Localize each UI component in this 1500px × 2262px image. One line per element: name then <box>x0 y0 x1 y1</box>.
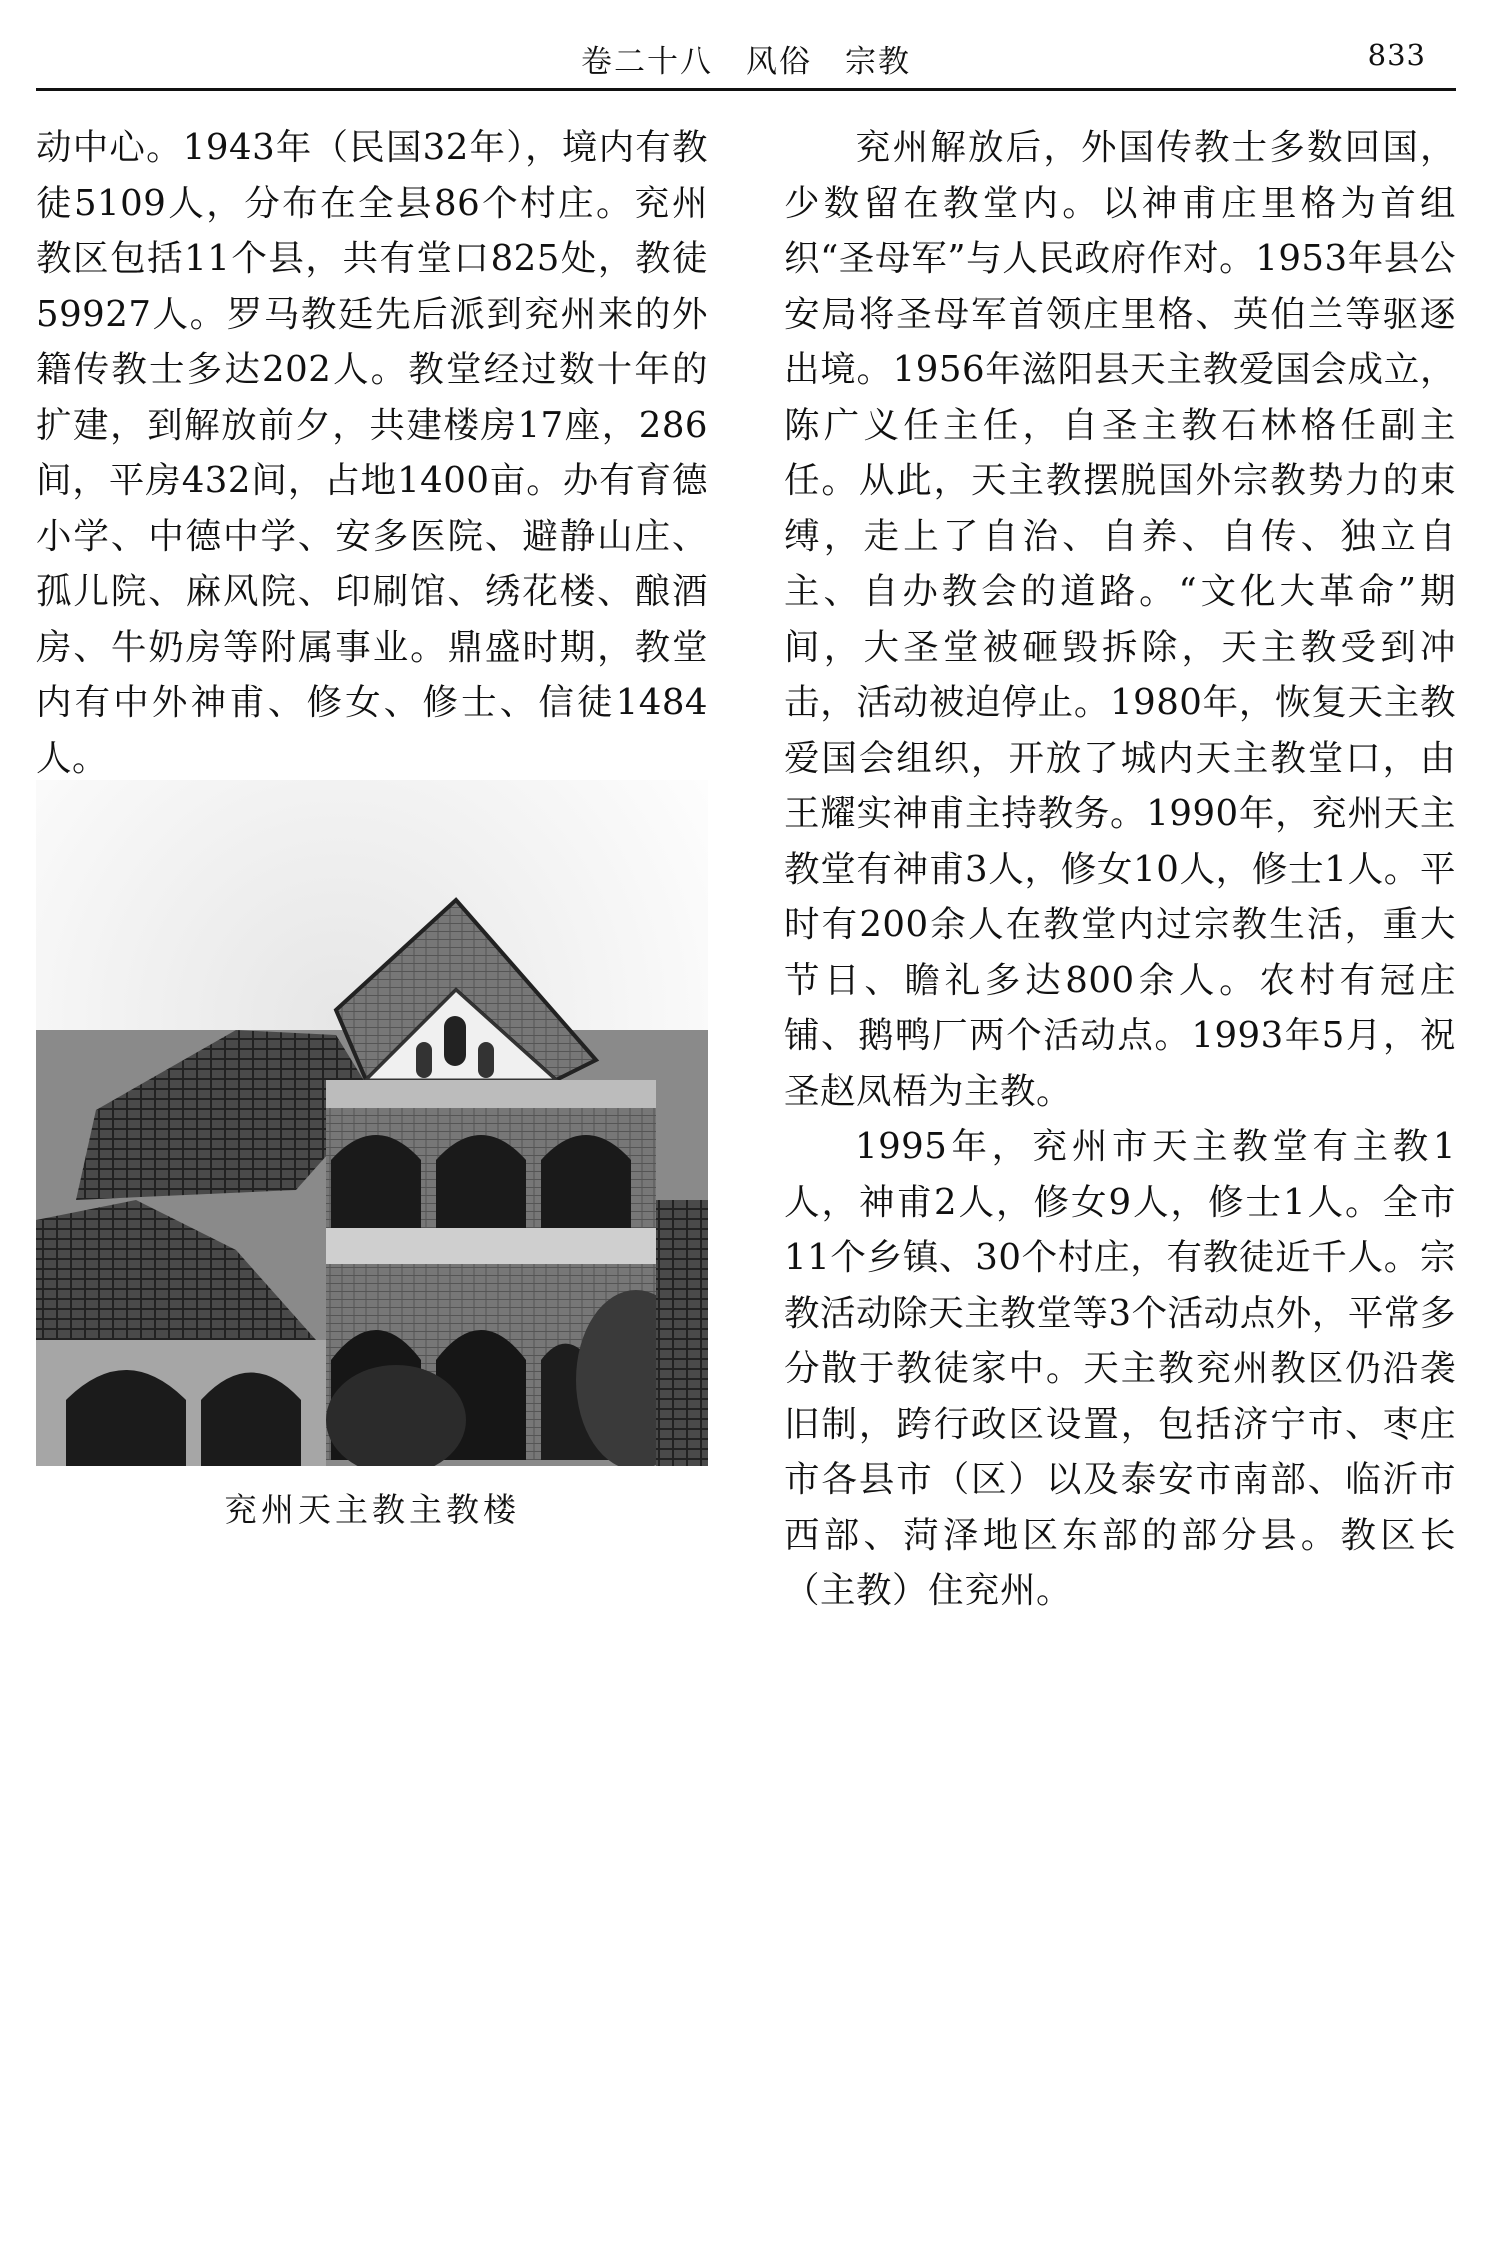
page-number: 833 <box>1367 38 1426 72</box>
right-paragraph-2: 1995年，兖州市天主教堂有主教1人，神甫2人，修女9人，修士1人。全市11个乡镇、30个村庄，有教徒近千人。宗教活动除天主教堂等3个活动点外，平常多分散于教徒家中。天主教兖州教区仍沿袭旧制，跨行政区设置，包括济宁市、枣庄市各县市（区）以及泰安市南部、临沂市西部、菏泽地区东部的部分县。教区长（主教）住兖州。 <box>784 1126 1456 1611</box>
running-head <box>36 28 1456 91</box>
left-column <box>36 120 708 786</box>
figure-caption: 兖州天主教主教楼 <box>224 1490 520 1529</box>
running-head-title: 卷二十八 风俗 宗教 <box>581 44 911 80</box>
left-paragraph-1: 动中心。1943年（民国32年），境内有教徒5109人，分布在全县86个村庄。兖州教区包括11个县，共有堂口825处，教徒59927人。罗马教廷先后派到兖州来的外籍传教士多达202人。教堂经过数十年的扩建，到解放前夕，共建楼房17座，286间，平房432间，占地1400亩。办有育德小学、中德中学、安多医院、避静山庄、孤儿院、麻风院、印刷馆、绣花楼、酿酒房、牛奶房等附属事业。鼎盛时期，教堂内有中外神甫、修女、修士、信徒1484人。 <box>36 127 708 779</box>
figure <box>36 780 708 1531</box>
right-column <box>784 120 1456 1619</box>
cathedral-photo <box>36 780 708 1466</box>
right-paragraph-1: 兖州解放后，外国传教士多数回国，少数留在教堂内。以神甫庄里格为首组织“圣母军”与人民政府作对。1953年县公安局将圣母军首领庄里格、英伯兰等驱逐出境。1956年滋阳县天主教爱国会成立，陈广义任主任，自圣主教石林格任副主任。从此，天主教摆脱国外宗教势力的束缚，走上了自治、自养、自传、独立自主、自办教会的道路。“文化大革命”期间，大圣堂被砸毁拆除，天主教受到冲击，活动被迫停止。1980年，恢复天主教爱国会组织，开放了城内天主教堂口，由王耀实神甫主持教务。1990年，兖州天主教堂有神甫3人，修女10人，修士1人。平时有200余人在教堂内过宗教生活，重大节日、瞻礼多达800余人。农村有冠庄铺、鹅鸭厂两个活动点。1993年5月，祝圣赵凤梧为主教。 <box>784 127 1456 1112</box>
